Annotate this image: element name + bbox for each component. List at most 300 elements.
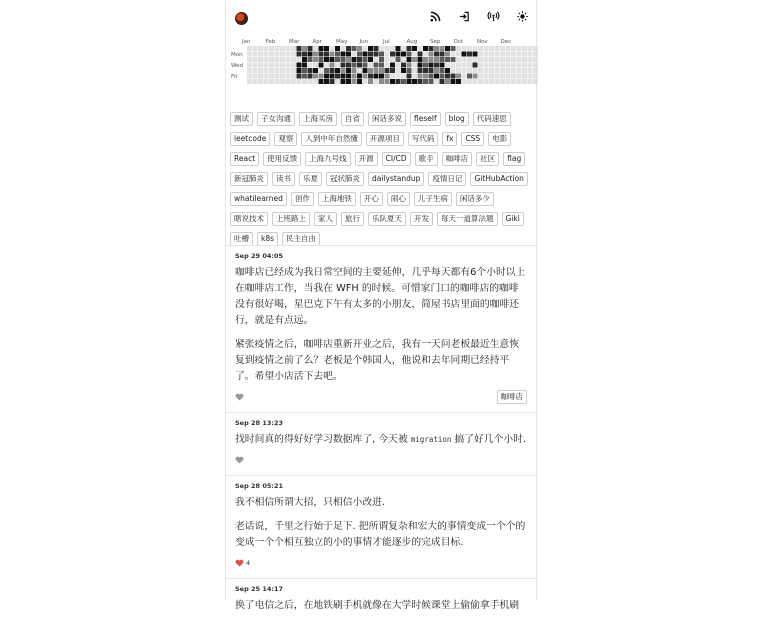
tag-item[interactable]: GitHubAction <box>470 172 527 186</box>
heatmap-cell[interactable] <box>495 46 500 51</box>
heatmap-cell[interactable] <box>401 52 406 57</box>
heart-icon[interactable] <box>235 456 244 464</box>
heatmap-cell[interactable] <box>528 74 533 79</box>
heatmap-cell[interactable] <box>335 63 340 68</box>
heatmap-cell[interactable] <box>286 46 291 51</box>
heatmap-cell[interactable] <box>434 68 439 73</box>
heatmap-cell[interactable] <box>335 46 340 51</box>
heatmap-cell[interactable] <box>473 63 478 68</box>
heatmap-cell[interactable] <box>423 74 428 79</box>
heatmap-cell[interactable] <box>429 63 434 68</box>
heatmap-cell[interactable] <box>374 79 379 84</box>
heatmap-cell[interactable] <box>473 74 478 79</box>
heatmap-cell[interactable] <box>258 74 263 79</box>
heatmap-cell[interactable] <box>341 79 346 84</box>
heatmap-cell[interactable] <box>258 52 263 57</box>
heatmap-cell[interactable] <box>462 57 467 62</box>
heatmap-cell[interactable] <box>511 63 516 68</box>
heatmap-cell[interactable] <box>473 57 478 62</box>
heatmap-cell[interactable] <box>280 63 285 68</box>
heatmap-cell[interactable] <box>363 57 368 62</box>
heatmap-cell[interactable] <box>379 79 384 84</box>
heatmap-cell[interactable] <box>396 74 401 79</box>
tag-item[interactable]: 开发 <box>410 212 433 226</box>
heatmap-cell[interactable] <box>522 63 527 68</box>
heatmap-cell[interactable] <box>280 52 285 57</box>
heatmap-cell[interactable] <box>258 46 263 51</box>
heatmap-cell[interactable] <box>324 57 329 62</box>
heatmap-cell[interactable] <box>258 79 263 84</box>
heatmap-cell[interactable] <box>429 52 434 57</box>
heatmap-cell[interactable] <box>396 79 401 84</box>
avatar[interactable] <box>235 12 248 25</box>
heatmap-cell[interactable] <box>308 63 313 68</box>
heatmap-cell[interactable] <box>308 52 313 57</box>
memo-timestamp[interactable]: Sep 28 13:23 <box>235 419 284 427</box>
heatmap-cell[interactable] <box>330 46 335 51</box>
heatmap-cell[interactable] <box>275 57 280 62</box>
heatmap-cell[interactable] <box>517 79 522 84</box>
heatmap-cell[interactable] <box>368 68 373 73</box>
heatmap-cell[interactable] <box>451 68 456 73</box>
heatmap-cell[interactable] <box>528 46 533 51</box>
heatmap-cell[interactable] <box>297 79 302 84</box>
heatmap-cell[interactable] <box>291 63 296 68</box>
heatmap-cell[interactable] <box>506 68 511 73</box>
heatmap-cell[interactable] <box>412 46 417 51</box>
heatmap-cell[interactable] <box>390 79 395 84</box>
heatmap-cell[interactable] <box>440 63 445 68</box>
heatmap-cell[interactable] <box>308 79 313 84</box>
heatmap-cell[interactable] <box>352 79 357 84</box>
heatmap-cell[interactable] <box>478 74 483 79</box>
tag-item[interactable]: 新冠肺炎 <box>230 172 268 186</box>
heatmap-cell[interactable] <box>319 46 324 51</box>
heatmap-cell[interactable] <box>379 46 384 51</box>
heatmap-cell[interactable] <box>423 68 428 73</box>
heatmap-cell[interactable] <box>269 46 274 51</box>
heatmap-cell[interactable] <box>456 52 461 57</box>
heatmap-cell[interactable] <box>423 79 428 84</box>
heatmap-cell[interactable] <box>286 57 291 62</box>
heatmap-cell[interactable] <box>341 57 346 62</box>
heatmap-cell[interactable] <box>247 74 252 79</box>
heatmap-cell[interactable] <box>522 74 527 79</box>
heatmap-cell[interactable] <box>379 63 384 68</box>
heatmap-cell[interactable] <box>451 63 456 68</box>
heatmap-cell[interactable] <box>335 52 340 57</box>
tag-item[interactable]: 乐夏 <box>299 172 322 186</box>
heatmap-cell[interactable] <box>462 79 467 84</box>
heatmap-cell[interactable] <box>440 46 445 51</box>
heatmap-cell[interactable] <box>258 63 263 68</box>
heatmap-cell[interactable] <box>500 74 505 79</box>
heatmap-cell[interactable] <box>533 63 538 68</box>
heatmap-cell[interactable] <box>297 63 302 68</box>
heatmap-cell[interactable] <box>264 46 269 51</box>
heatmap-cell[interactable] <box>253 46 258 51</box>
heatmap-cell[interactable] <box>264 57 269 62</box>
tag-item[interactable]: leetcode <box>230 132 270 146</box>
heatmap-cell[interactable] <box>500 57 505 62</box>
memo-timestamp[interactable]: Sep 25 14:17 <box>235 585 284 593</box>
heatmap-cell[interactable] <box>456 46 461 51</box>
heatmap-cell[interactable] <box>286 63 291 68</box>
heatmap-cell[interactable] <box>418 63 423 68</box>
heatmap-cell[interactable] <box>280 68 285 73</box>
heatmap-cell[interactable] <box>247 52 252 57</box>
heatmap-cell[interactable] <box>363 63 368 68</box>
heatmap-cell[interactable] <box>341 68 346 73</box>
heatmap-cell[interactable] <box>445 74 450 79</box>
heatmap-cell[interactable] <box>478 68 483 73</box>
heatmap-cell[interactable] <box>412 52 417 57</box>
heatmap-cell[interactable] <box>253 52 258 57</box>
heatmap-cell[interactable] <box>423 52 428 57</box>
heatmap-cell[interactable] <box>280 57 285 62</box>
heatmap-cell[interactable] <box>379 68 384 73</box>
heatmap-cell[interactable] <box>423 63 428 68</box>
heatmap-cell[interactable] <box>247 63 252 68</box>
heatmap-cell[interactable] <box>412 74 417 79</box>
heatmap-cell[interactable] <box>440 68 445 73</box>
heatmap-cell[interactable] <box>418 79 423 84</box>
heatmap-cell[interactable] <box>302 52 307 57</box>
heatmap-cell[interactable] <box>456 74 461 79</box>
heatmap-cell[interactable] <box>500 52 505 57</box>
heatmap-cell[interactable] <box>434 46 439 51</box>
tag-item[interactable]: 闲话多少 <box>456 192 494 206</box>
tag-item[interactable]: 民主自由 <box>282 232 320 246</box>
heatmap-cell[interactable] <box>451 79 456 84</box>
heatmap-cell[interactable] <box>467 79 472 84</box>
heatmap-cell[interactable] <box>500 46 505 51</box>
heatmap-cell[interactable] <box>313 63 318 68</box>
heatmap-cell[interactable] <box>368 74 373 79</box>
heatmap-cell[interactable] <box>506 57 511 62</box>
heatmap-cell[interactable] <box>533 57 538 62</box>
heatmap-cell[interactable] <box>434 57 439 62</box>
tag-item[interactable]: 疫情日记 <box>428 172 466 186</box>
heatmap-cell[interactable] <box>357 46 362 51</box>
heatmap-cell[interactable] <box>385 46 390 51</box>
memo-tag[interactable]: 咖啡店 <box>497 390 528 404</box>
heatmap-cell[interactable] <box>533 46 538 51</box>
heatmap-cell[interactable] <box>489 79 494 84</box>
heatmap-cell[interactable] <box>517 46 522 51</box>
heatmap-cell[interactable] <box>434 79 439 84</box>
heatmap-cell[interactable] <box>253 57 258 62</box>
heatmap-cell[interactable] <box>418 52 423 57</box>
heatmap-cell[interactable] <box>319 74 324 79</box>
heatmap-cell[interactable] <box>484 52 489 57</box>
heatmap-cell[interactable] <box>429 46 434 51</box>
heatmap-cell[interactable] <box>440 52 445 57</box>
heatmap-cell[interactable] <box>352 46 357 51</box>
heatmap-cell[interactable] <box>396 68 401 73</box>
heatmap-cell[interactable] <box>429 57 434 62</box>
heatmap-cell[interactable] <box>478 63 483 68</box>
heatmap-cell[interactable] <box>275 68 280 73</box>
heatmap-cell[interactable] <box>330 68 335 73</box>
tag-item[interactable]: 子女沟通 <box>257 112 295 126</box>
tag-item[interactable]: dailystandup <box>368 172 424 186</box>
tag-item[interactable]: 每天一道算法题 <box>437 212 498 226</box>
heatmap-cell[interactable] <box>357 52 362 57</box>
heatmap-cell[interactable] <box>528 57 533 62</box>
heatmap-cell[interactable] <box>258 68 263 73</box>
heatmap-cell[interactable] <box>528 52 533 57</box>
heatmap-cell[interactable] <box>528 79 533 84</box>
heatmap-cell[interactable] <box>253 74 258 79</box>
heatmap-cell[interactable] <box>330 52 335 57</box>
heatmap-cell[interactable] <box>445 52 450 57</box>
heatmap-cell[interactable] <box>308 68 313 73</box>
heatmap-cell[interactable] <box>489 46 494 51</box>
memo-timestamp[interactable]: Sep 28 05:21 <box>235 482 284 490</box>
tag-item[interactable]: fleself <box>410 112 441 126</box>
tag-item[interactable]: 上海九号线 <box>305 152 351 166</box>
heatmap-cell[interactable] <box>269 52 274 57</box>
heatmap-cell[interactable] <box>275 52 280 57</box>
heatmap-cell[interactable] <box>390 68 395 73</box>
heatmap-cell[interactable] <box>412 79 417 84</box>
heatmap-cell[interactable] <box>445 57 450 62</box>
heatmap-cell[interactable] <box>440 57 445 62</box>
heatmap-cell[interactable] <box>368 63 373 68</box>
heatmap-cell[interactable] <box>396 63 401 68</box>
heatmap-cell[interactable] <box>302 74 307 79</box>
heatmap-cell[interactable] <box>324 74 329 79</box>
heatmap-cell[interactable] <box>462 74 467 79</box>
tag-item[interactable]: flag <box>503 152 525 166</box>
heatmap-cell[interactable] <box>396 52 401 57</box>
heatmap-cell[interactable] <box>324 68 329 73</box>
heatmap-cell[interactable] <box>247 79 252 84</box>
heatmap-cell[interactable] <box>517 68 522 73</box>
heatmap-cell[interactable] <box>467 74 472 79</box>
heatmap-cell[interactable] <box>456 79 461 84</box>
broadcast-icon[interactable] <box>488 11 499 22</box>
heatmap-cell[interactable] <box>407 57 412 62</box>
heatmap-cell[interactable] <box>352 68 357 73</box>
heatmap-cell[interactable] <box>489 52 494 57</box>
heatmap-cell[interactable] <box>374 46 379 51</box>
heatmap-cell[interactable] <box>269 63 274 68</box>
heatmap-cell[interactable] <box>478 79 483 84</box>
heatmap-cell[interactable] <box>390 57 395 62</box>
heatmap-cell[interactable] <box>291 68 296 73</box>
heatmap-cell[interactable] <box>412 68 417 73</box>
heatmap-cell[interactable] <box>291 79 296 84</box>
heatmap-cell[interactable] <box>280 79 285 84</box>
heatmap-cell[interactable] <box>346 79 351 84</box>
heatmap-cell[interactable] <box>407 63 412 68</box>
heatmap-cell[interactable] <box>517 52 522 57</box>
heatmap-cell[interactable] <box>363 46 368 51</box>
tag-item[interactable]: 创作 <box>291 192 314 206</box>
heatmap-cell[interactable] <box>473 68 478 73</box>
heatmap-cell[interactable] <box>302 57 307 62</box>
heatmap-cell[interactable] <box>286 68 291 73</box>
heatmap-cell[interactable] <box>478 52 483 57</box>
heatmap-cell[interactable] <box>500 79 505 84</box>
heatmap-cell[interactable] <box>473 46 478 51</box>
heart-icon[interactable] <box>235 559 244 567</box>
heatmap-cell[interactable] <box>429 74 434 79</box>
heatmap-cell[interactable] <box>363 79 368 84</box>
heatmap-cell[interactable] <box>462 68 467 73</box>
heatmap-cell[interactable] <box>440 79 445 84</box>
tag-item[interactable]: 人到中年自然懂 <box>301 132 362 146</box>
heatmap-cell[interactable] <box>335 79 340 84</box>
heatmap-cell[interactable] <box>517 57 522 62</box>
heatmap-cell[interactable] <box>517 74 522 79</box>
heatmap-cell[interactable] <box>396 57 401 62</box>
heatmap-cell[interactable] <box>385 52 390 57</box>
heatmap-cell[interactable] <box>429 68 434 73</box>
heatmap-cell[interactable] <box>533 52 538 57</box>
heatmap-cell[interactable] <box>341 63 346 68</box>
heatmap-cell[interactable] <box>297 68 302 73</box>
heatmap-cell[interactable] <box>484 46 489 51</box>
heatmap-cell[interactable] <box>500 68 505 73</box>
heatmap-cell[interactable] <box>390 46 395 51</box>
tag-item[interactable]: 观察 <box>274 132 297 146</box>
heatmap-cell[interactable] <box>291 57 296 62</box>
tag-item[interactable]: CI/CD <box>382 152 411 166</box>
heatmap-cell[interactable] <box>374 52 379 57</box>
heatmap-cell[interactable] <box>418 68 423 73</box>
heatmap-cell[interactable] <box>330 63 335 68</box>
tag-item[interactable]: 写代码 <box>408 132 439 146</box>
tag-item[interactable]: 上班路上 <box>272 212 310 226</box>
heatmap-cell[interactable] <box>368 79 373 84</box>
heatmap-cell[interactable] <box>478 46 483 51</box>
tag-item[interactable]: 咖啡店 <box>442 152 473 166</box>
heatmap-cell[interactable] <box>368 52 373 57</box>
heart-icon[interactable] <box>235 393 244 401</box>
heatmap-cell[interactable] <box>522 68 527 73</box>
tag-item[interactable]: blog <box>445 112 469 126</box>
heatmap-cell[interactable] <box>506 79 511 84</box>
heatmap-cell[interactable] <box>341 74 346 79</box>
heatmap-cell[interactable] <box>407 74 412 79</box>
heatmap-cell[interactable] <box>302 63 307 68</box>
heatmap-cell[interactable] <box>385 68 390 73</box>
heatmap-cell[interactable] <box>341 52 346 57</box>
heatmap-cell[interactable] <box>346 52 351 57</box>
heatmap-cell[interactable] <box>374 63 379 68</box>
heatmap-cell[interactable] <box>374 74 379 79</box>
heatmap-cell[interactable] <box>253 68 258 73</box>
heatmap-cell[interactable] <box>511 57 516 62</box>
heatmap-cell[interactable] <box>401 46 406 51</box>
heatmap-cell[interactable] <box>390 63 395 68</box>
heatmap-cell[interactable] <box>352 57 357 62</box>
tag-item[interactable]: 社区 <box>476 152 499 166</box>
heatmap-cell[interactable] <box>462 46 467 51</box>
heatmap-cell[interactable] <box>302 79 307 84</box>
heatmap-cell[interactable] <box>363 74 368 79</box>
heatmap-cell[interactable] <box>308 74 313 79</box>
heatmap-cell[interactable] <box>363 52 368 57</box>
heatmap-cell[interactable] <box>379 52 384 57</box>
heatmap-cell[interactable] <box>495 57 500 62</box>
heatmap-cell[interactable] <box>462 63 467 68</box>
heatmap-cell[interactable] <box>275 63 280 68</box>
heatmap-cell[interactable] <box>352 63 357 68</box>
heatmap-cell[interactable] <box>533 74 538 79</box>
heatmap-cell[interactable] <box>390 52 395 57</box>
heatmap-cell[interactable] <box>346 63 351 68</box>
heatmap-cell[interactable] <box>247 57 252 62</box>
tag-item[interactable]: 歌手 <box>415 152 438 166</box>
rss-icon[interactable] <box>430 11 441 22</box>
heatmap-cell[interactable] <box>286 79 291 84</box>
heatmap-cell[interactable] <box>423 46 428 51</box>
tag-item[interactable]: whatilearned <box>230 192 287 206</box>
tag-item[interactable]: 开心 <box>360 192 383 206</box>
tag-item[interactable]: React <box>230 152 259 166</box>
heatmap-cell[interactable] <box>522 46 527 51</box>
heatmap-cell[interactable] <box>379 74 384 79</box>
heatmap-cell[interactable] <box>484 74 489 79</box>
heatmap-cell[interactable] <box>368 46 373 51</box>
tag-item[interactable]: 自省 <box>341 112 364 126</box>
heatmap-cell[interactable] <box>445 68 450 73</box>
heatmap-cell[interactable] <box>467 63 472 68</box>
heatmap-cell[interactable] <box>352 52 357 57</box>
heatmap-cell[interactable] <box>341 46 346 51</box>
heatmap-cell[interactable] <box>352 74 357 79</box>
heatmap-cell[interactable] <box>264 79 269 84</box>
tag-item[interactable]: 使用反馈 <box>263 152 301 166</box>
heatmap-cell[interactable] <box>313 52 318 57</box>
heatmap-cell[interactable] <box>456 63 461 68</box>
heatmap-cell[interactable] <box>489 74 494 79</box>
heatmap-cell[interactable] <box>253 79 258 84</box>
heatmap-cell[interactable] <box>462 52 467 57</box>
heatmap-cell[interactable] <box>363 68 368 73</box>
heatmap-cell[interactable] <box>489 63 494 68</box>
heatmap-cell[interactable] <box>319 63 324 68</box>
heatmap-cell[interactable] <box>533 68 538 73</box>
heatmap-cell[interactable] <box>456 57 461 62</box>
tag-item[interactable]: 瞎说技术 <box>230 212 268 226</box>
heatmap-cell[interactable] <box>374 68 379 73</box>
heatmap-cell[interactable] <box>401 57 406 62</box>
heatmap-cell[interactable] <box>451 74 456 79</box>
heatmap-cell[interactable] <box>319 57 324 62</box>
heatmap-cell[interactable] <box>335 57 340 62</box>
heatmap-cell[interactable] <box>385 74 390 79</box>
heatmap-cell[interactable] <box>467 52 472 57</box>
heatmap-cell[interactable] <box>407 68 412 73</box>
heatmap-cell[interactable] <box>484 57 489 62</box>
heatmap-cell[interactable] <box>385 63 390 68</box>
heatmap-cell[interactable] <box>297 57 302 62</box>
heatmap-cell[interactable] <box>346 68 351 73</box>
heatmap-cell[interactable] <box>511 68 516 73</box>
heatmap-cell[interactable] <box>522 79 527 84</box>
heatmap-cell[interactable] <box>495 74 500 79</box>
heatmap-cell[interactable] <box>357 79 362 84</box>
heatmap-cell[interactable] <box>335 74 340 79</box>
heatmap-cell[interactable] <box>374 57 379 62</box>
heatmap-cell[interactable] <box>291 74 296 79</box>
heatmap-cell[interactable] <box>330 57 335 62</box>
